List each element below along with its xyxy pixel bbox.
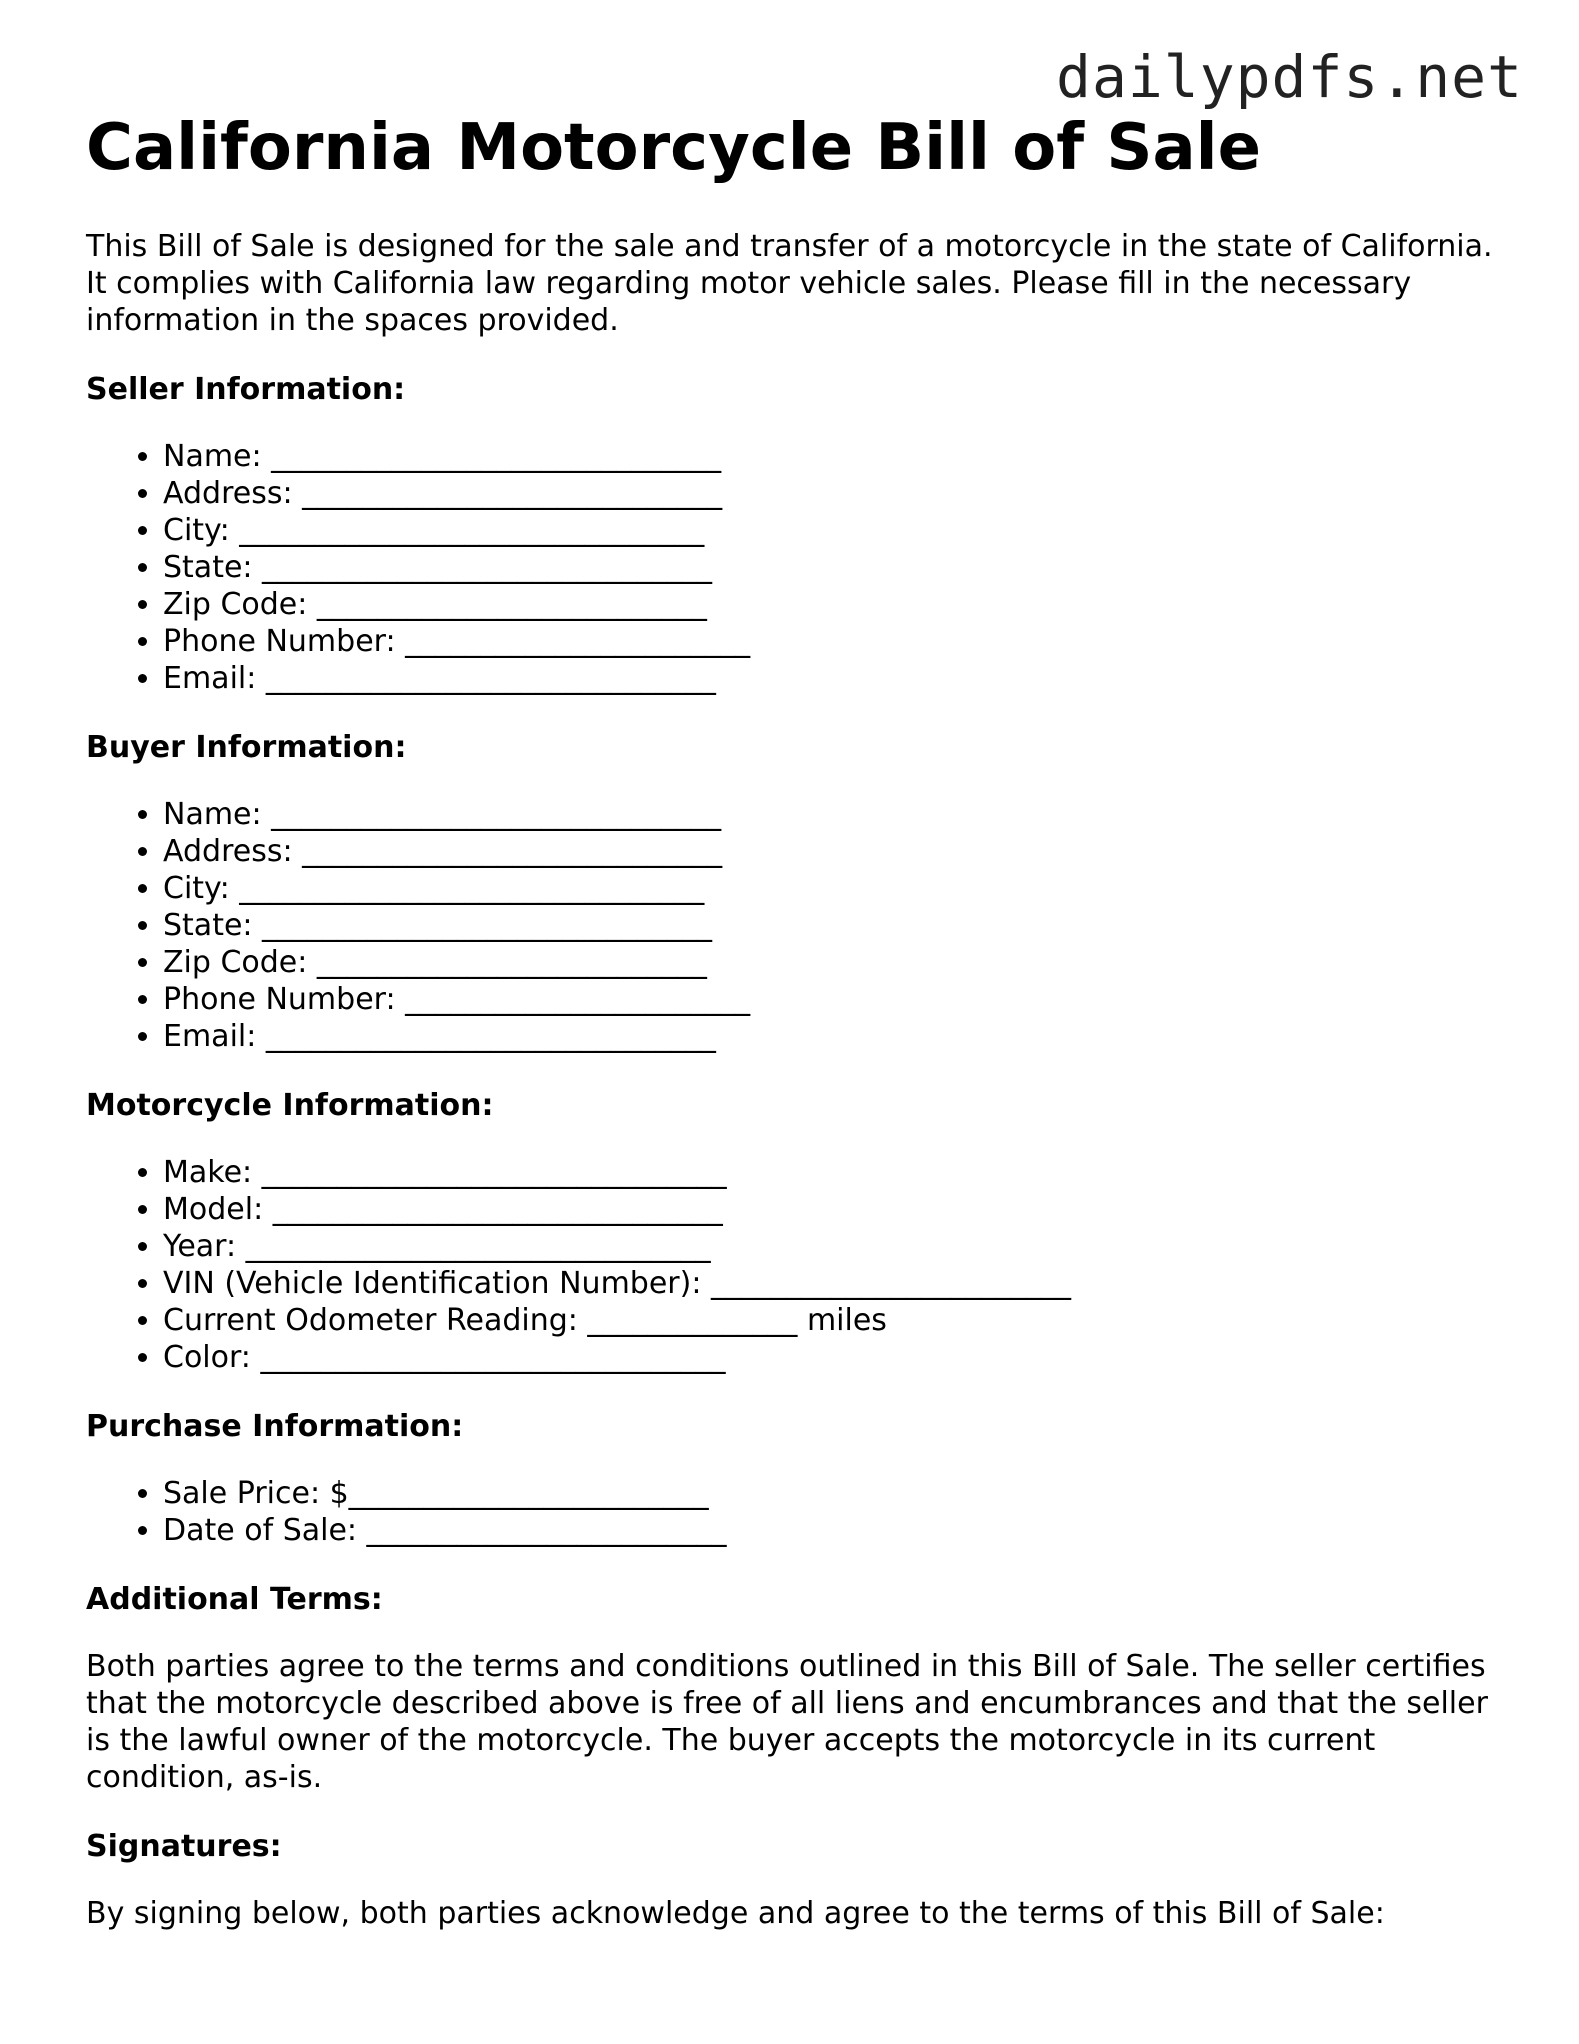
seller-email-field: • Email: ______________________________: [163, 660, 1506, 697]
purchase-heading: Purchase Information:: [86, 1409, 464, 1444]
document-title: California Motorcycle Bill of Sale: [86, 111, 1261, 185]
watermark: dailypdfs.net: [1056, 43, 1523, 111]
document-page: [86, 108, 1506, 1932]
motorcycle-fields-list: [86, 1154, 1506, 1376]
buyer-state-field: • State: ______________________________: [163, 907, 1506, 944]
seller-zip-field: • Zip Code: __________________________: [163, 586, 1506, 623]
seller-name-field: • Name: ______________________________: [163, 438, 1506, 475]
seller-phone-field: • Phone Number: _______________________: [163, 623, 1506, 660]
purchase-fields-list: [86, 1475, 1506, 1549]
sale-price-field: • Sale Price: $________________________: [163, 1475, 1506, 1512]
additional-terms-text: Both parties agree to the terms and conditions outlined in this Bill of Sale. The seller certifies that the motorcycle described above is free of all liens and encumbrances and that the seller is the lawful owner of the motorcycle. The buyer accepts the motorcycle in its current condition, as-is.: [86, 1649, 1488, 1795]
motorcycle-odometer-field: • Current Odometer Reading: ______________ miles: [163, 1302, 1506, 1339]
seller-heading: Seller Information:: [86, 372, 406, 407]
seller-address-field: • Address: ____________________________: [163, 475, 1506, 512]
motorcycle-heading: Motorcycle Information:: [86, 1088, 494, 1123]
intro-paragraph: This Bill of Sale is designed for the sale and transfer of a motorcycle in the state of California. It complies with California law regarding motor vehicle sales. Please fill in the necessary information in the spaces provided.: [86, 229, 1493, 338]
date-of-sale-field: • Date of Sale: ________________________: [163, 1512, 1506, 1549]
buyer-heading: Buyer Information:: [86, 730, 407, 765]
buyer-name-field: • Name: ______________________________: [163, 796, 1506, 833]
buyer-address-field: • Address: ____________________________: [163, 833, 1506, 870]
buyer-email-field: • Email: ______________________________: [163, 1018, 1506, 1055]
motorcycle-vin-field: • VIN (Vehicle Identification Number): ________________________: [163, 1265, 1506, 1302]
buyer-fields-list: [86, 796, 1506, 1055]
signatures-heading: Signatures:: [86, 1829, 282, 1864]
buyer-phone-field: • Phone Number: _______________________: [163, 981, 1506, 1018]
additional-terms-heading: Additional Terms:: [86, 1582, 383, 1617]
seller-city-field: • City: _______________________________: [163, 512, 1506, 549]
motorcycle-color-field: • Color: _______________________________: [163, 1339, 1506, 1376]
seller-state-field: • State: ______________________________: [163, 549, 1506, 586]
buyer-zip-field: • Zip Code: __________________________: [163, 944, 1506, 981]
motorcycle-make-field: • Make: _______________________________: [163, 1154, 1506, 1191]
seller-fields-list: [86, 438, 1506, 697]
buyer-city-field: • City: _______________________________: [163, 870, 1506, 907]
motorcycle-year-field: • Year: _______________________________: [163, 1228, 1506, 1265]
signatures-text: By signing below, both parties acknowledge and agree to the terms of this Bill of Sale:: [86, 1896, 1385, 1931]
motorcycle-model-field: • Model: ______________________________: [163, 1191, 1506, 1228]
